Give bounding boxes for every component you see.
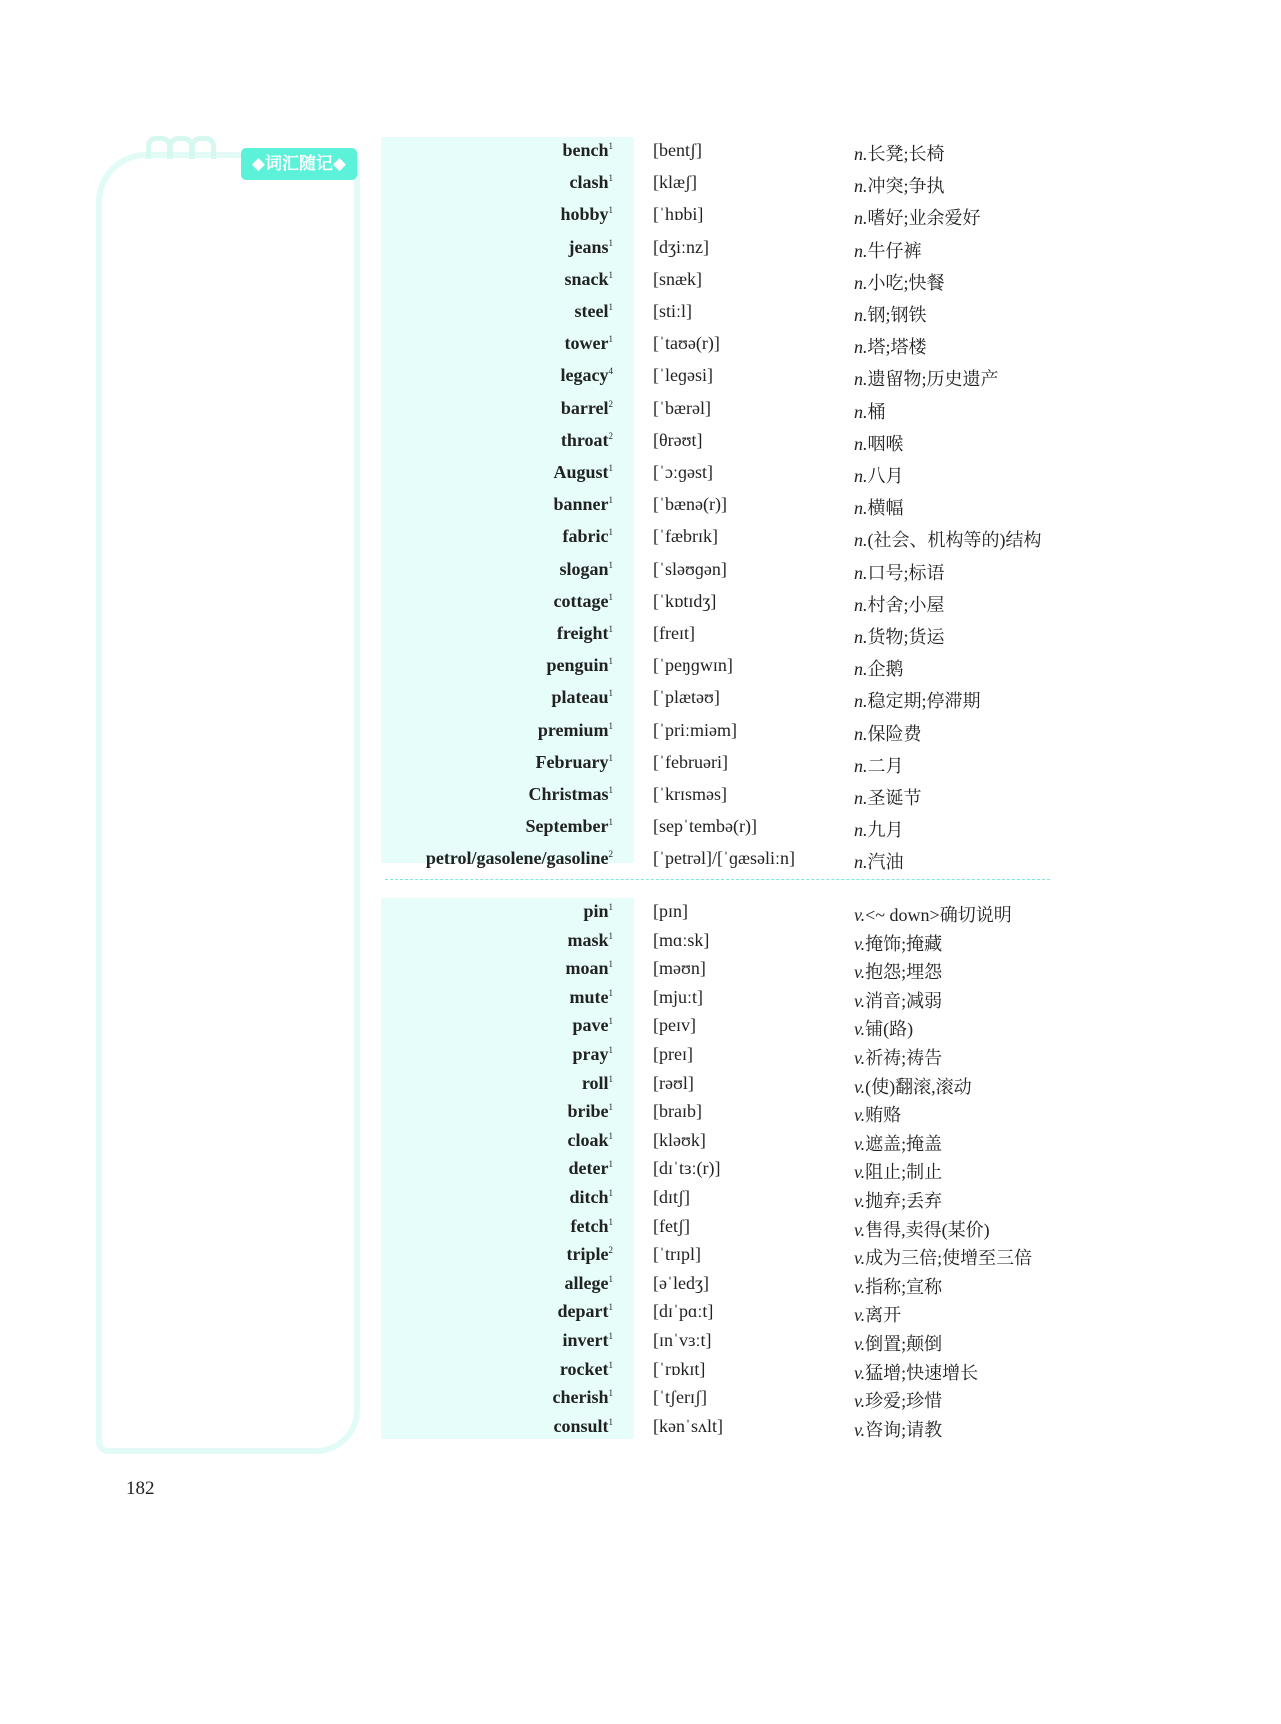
word: [562, 140, 613, 161]
word: [426, 848, 613, 869]
frequency: 2: [608, 398, 613, 409]
frequency: 1: [608, 334, 613, 345]
word: [554, 591, 613, 612]
word-text: freight: [556, 623, 609, 643]
definition: [854, 1101, 901, 1127]
word: [564, 269, 613, 290]
phonetic: [əˈledʒ]: [653, 1272, 709, 1293]
word-text: ditch: [569, 1187, 609, 1207]
word-text: cloak: [567, 1129, 609, 1150]
part-of-speech: n.: [854, 144, 868, 164]
part-of-speech: v.: [854, 962, 866, 983]
phonetic: [ˈsləʊɡən]: [653, 558, 727, 579]
definition: [854, 172, 945, 198]
part-of-speech: v.: [854, 1133, 866, 1154]
part-of-speech: n.: [854, 788, 868, 808]
definition: [854, 1073, 972, 1099]
definition: [854, 494, 904, 520]
word-text: hobby: [560, 204, 609, 225]
definition: [854, 1273, 942, 1299]
part-of-speech: v.: [854, 1076, 866, 1097]
meaning: 保险费: [867, 723, 922, 744]
frequency: 1: [608, 495, 613, 506]
part-of-speech: v.: [854, 1362, 866, 1383]
word: [551, 687, 613, 708]
definition: [854, 398, 886, 424]
definition: [854, 655, 904, 681]
frequency: 1: [608, 141, 613, 151]
definition: [854, 462, 904, 488]
phonetic: [ˈfæbrɪk]: [653, 526, 718, 547]
part-of-speech: n.: [854, 562, 868, 583]
word-text: deter: [568, 1158, 609, 1179]
word: [569, 237, 614, 258]
vocab-notes-badge: ◆词汇随记◆: [241, 148, 357, 180]
definition: [854, 526, 1042, 552]
phonetic: [dɪˈpɑːt]: [653, 1301, 714, 1322]
frequency: 1: [608, 237, 613, 248]
phonetic: [rəʊl]: [653, 1072, 694, 1093]
meaning: 珍爱;珍惜: [865, 1391, 943, 1412]
definition: [854, 687, 981, 713]
frequency: 1: [608, 302, 613, 312]
part-of-speech: n.: [854, 627, 868, 647]
word: [536, 752, 613, 773]
definition: [854, 1187, 942, 1213]
part-of-speech: v.: [854, 1162, 866, 1183]
definition: [854, 848, 904, 874]
frequency: 1: [608, 1388, 613, 1399]
frequency: 1: [608, 817, 613, 828]
phonetic: [peɪv]: [653, 1015, 696, 1036]
phonetic: [sepˈtembə(r)]: [653, 816, 757, 837]
frequency: 1: [608, 720, 613, 731]
meaning: 铺(路): [865, 1019, 914, 1040]
phonetic: [dɪˈtɜː(r)]: [653, 1158, 721, 1179]
phonetic: [kləʊk]: [653, 1129, 706, 1150]
word: [570, 987, 614, 1008]
meaning: 二月: [867, 755, 904, 776]
part-of-speech: n.: [854, 723, 868, 744]
definition: [854, 987, 942, 1013]
part-of-speech: n.: [854, 401, 868, 422]
word: [573, 1015, 614, 1036]
definition: [854, 1158, 942, 1184]
definition: [854, 559, 945, 585]
definition: [854, 333, 927, 359]
meaning: 倒置;颠倒: [865, 1334, 943, 1354]
word-text: triple: [566, 1244, 609, 1265]
frequency: 1: [608, 1159, 613, 1170]
meaning: 口号;标语: [867, 562, 945, 583]
frequency: 1: [608, 1102, 613, 1113]
part-of-speech: n.: [854, 498, 868, 519]
frequency: 1: [608, 1302, 613, 1313]
meaning: 咽喉: [867, 433, 904, 454]
meaning: (社会、机构等的)结构: [867, 530, 1042, 551]
frequency: 1: [608, 656, 613, 667]
phonetic: [θrəʊt]: [653, 429, 703, 450]
word: [553, 494, 613, 515]
word: [569, 1187, 613, 1208]
part-of-speech: v.: [854, 933, 866, 954]
part-of-speech: n.: [854, 466, 868, 486]
part-of-speech: n.: [854, 433, 868, 454]
part-of-speech: n.: [854, 594, 868, 615]
phonetic: [ɪnˈvɜːt]: [653, 1330, 712, 1350]
phonetic: [bentʃ]: [653, 140, 702, 160]
phonetic: [ˈplætəʊ]: [653, 687, 720, 708]
word-text: banner: [553, 494, 609, 515]
word-text: rocket: [559, 1358, 609, 1379]
definition: [854, 1416, 942, 1442]
notes-frame: [96, 152, 360, 1454]
word-text: throat: [560, 429, 609, 450]
frequency: 1: [608, 173, 613, 184]
part-of-speech: n.: [854, 240, 868, 261]
frequency: 1: [608, 688, 613, 699]
word-text: plateau: [551, 687, 609, 708]
word: [573, 1044, 614, 1065]
phonetic: [ˈbænə(r)]: [653, 494, 727, 515]
meaning: 牛仔裤: [867, 240, 922, 261]
definition: [854, 901, 1012, 927]
frequency: 1: [608, 752, 613, 763]
meaning: 离开: [865, 1305, 902, 1326]
part-of-speech: v.: [854, 1419, 866, 1440]
part-of-speech: n.: [854, 530, 868, 551]
frequency: 1: [608, 559, 613, 570]
word: [565, 1273, 613, 1294]
meaning: (使)翻滚,滚动: [865, 1076, 972, 1097]
meaning: 冲突;争执: [867, 176, 945, 197]
phonetic: [dɪtʃ]: [653, 1187, 690, 1207]
word: [558, 1301, 614, 1322]
word: [575, 301, 613, 322]
phonetic: [ˈkɒtɪdʒ]: [653, 590, 717, 611]
word-text: clash: [569, 172, 609, 193]
definition: [854, 1359, 978, 1385]
word: [561, 398, 613, 419]
definition: [854, 1130, 942, 1156]
meaning: 贿赂: [865, 1105, 902, 1126]
phonetic: [ˈpeŋɡwɪn]: [653, 655, 733, 676]
part-of-speech: n.: [854, 176, 868, 197]
word: [526, 816, 613, 837]
phonetic: [ˈfebruəri]: [653, 751, 728, 772]
word-text: roll: [581, 1072, 609, 1093]
word: [571, 1216, 613, 1237]
phonetic: [preɪ]: [653, 1044, 693, 1064]
phonetic: [pɪn]: [653, 901, 688, 921]
part-of-speech: v.: [854, 1019, 866, 1040]
word-text: steel: [574, 301, 609, 321]
meaning: 桶: [867, 401, 886, 422]
part-of-speech: n.: [854, 208, 868, 229]
phonetic: [ˈhɒbi]: [653, 204, 704, 225]
frequency: 1: [608, 1073, 613, 1084]
phonetic: [kənˈsʌlt]: [653, 1415, 723, 1436]
part-of-speech: n.: [854, 691, 868, 712]
part-of-speech: n.: [854, 852, 868, 873]
word: [569, 1158, 613, 1179]
page-number: 182: [126, 1478, 155, 1499]
definition: [854, 140, 945, 166]
part-of-speech: v.: [854, 1248, 866, 1269]
word-text: pin: [583, 901, 609, 921]
phonetic: [braɪb]: [653, 1101, 702, 1122]
frequency: 1: [608, 527, 613, 538]
meaning: 塔;塔楼: [867, 337, 927, 358]
part-of-speech: v.: [854, 1305, 866, 1326]
definition: [854, 1044, 942, 1070]
word-text: fetch: [570, 1215, 609, 1236]
part-of-speech: n.: [854, 337, 868, 358]
part-of-speech: n.: [854, 369, 868, 390]
ring-icon: [190, 136, 216, 159]
word: [563, 526, 613, 547]
word: [560, 1359, 613, 1380]
definition: [854, 1216, 990, 1242]
part-of-speech: v.: [854, 1048, 866, 1068]
frequency: 1: [608, 959, 613, 970]
frequency: 4: [608, 366, 613, 377]
word-text: bench: [562, 140, 609, 160]
word: [561, 430, 613, 451]
word: [565, 958, 613, 979]
frequency: 1: [608, 205, 613, 216]
word-text: depart: [557, 1301, 609, 1322]
frequency: 2: [608, 430, 613, 441]
frequency: 2: [608, 1245, 613, 1256]
word: [561, 365, 613, 386]
word-text: pray: [572, 1044, 609, 1064]
part-of-speech: n.: [854, 305, 868, 325]
part-of-speech: n.: [854, 659, 868, 680]
phonetic: [ˈɔːɡəst]: [653, 462, 713, 482]
frequency: 1: [608, 987, 613, 998]
frequency: 1: [608, 1359, 613, 1370]
word: [583, 901, 613, 922]
phonetic: [ˈpriːmiəm]: [653, 719, 737, 740]
word: [582, 1073, 613, 1094]
word: [567, 930, 613, 951]
definition: [854, 1301, 901, 1327]
part-of-speech: n.: [854, 272, 868, 293]
meaning: 猛增;快速增长: [865, 1362, 979, 1383]
word-text: consult: [553, 1415, 609, 1436]
word-text: legacy: [560, 365, 609, 386]
meaning: 掩饰;掩藏: [865, 933, 943, 954]
word: [560, 204, 613, 225]
meaning: 九月: [867, 820, 904, 841]
frequency: 1: [608, 624, 613, 634]
part-of-speech: v.: [854, 905, 866, 925]
meaning: 消音;减弱: [865, 990, 943, 1011]
definition: [854, 1330, 942, 1356]
word: [569, 172, 613, 193]
frequency: 1: [608, 930, 613, 941]
meaning: 阻止;制止: [865, 1162, 943, 1183]
part-of-speech: n.: [854, 820, 868, 841]
meaning: 小吃;快餐: [867, 272, 945, 293]
part-of-speech: v.: [854, 1219, 866, 1240]
word: [565, 333, 613, 354]
definition: [854, 1244, 1032, 1270]
word: [567, 1244, 614, 1265]
meaning: <~ down>确切说明: [865, 905, 1012, 925]
part-of-speech: v.: [854, 1105, 866, 1126]
word-text: cherish: [552, 1387, 609, 1408]
frequency: 1: [608, 1188, 613, 1198]
definition: [854, 365, 999, 391]
phonetic: [freɪt]: [653, 623, 695, 643]
definition: [854, 816, 904, 842]
part-of-speech: n.: [854, 755, 868, 776]
meaning: 咨询;请教: [865, 1419, 943, 1440]
meaning: 钢;钢铁: [867, 305, 927, 325]
phonetic: [ˈleɡəsi]: [653, 365, 713, 386]
word-text: petrol/gasolene/gasoline: [425, 848, 609, 869]
meaning: 横幅: [867, 498, 904, 519]
word-text: February: [535, 751, 609, 772]
word-text: allege: [564, 1272, 609, 1293]
word-text: penguin: [546, 655, 609, 676]
frequency: 1: [608, 591, 613, 602]
word-text: cottage: [553, 590, 609, 611]
meaning: 抛弃;丢弃: [865, 1191, 943, 1211]
frequency: 1: [608, 1216, 613, 1227]
word-text: bribe: [567, 1101, 609, 1122]
part-of-speech: v.: [854, 1276, 866, 1297]
definition: [854, 430, 904, 456]
phonetic: [ˈpetrəl]/[ˈɡæsəliːn]: [653, 848, 795, 869]
phonetic: [dʒiːnz]: [653, 236, 709, 257]
definition: [854, 623, 945, 649]
meaning: 货物;货运: [867, 627, 945, 647]
frequency: 1: [608, 785, 613, 795]
word-text: mute: [569, 986, 609, 1007]
word-text: tower: [564, 333, 609, 354]
definition: [854, 1015, 913, 1041]
word: [567, 1101, 613, 1122]
word: [553, 1416, 613, 1437]
word-text: slogan: [559, 558, 609, 579]
frequency: 2: [608, 849, 613, 860]
definition: [854, 784, 922, 810]
phonetic: [ˈbærəl]: [653, 397, 711, 418]
frequency: 1: [608, 1416, 613, 1427]
frequency: 1: [608, 1331, 613, 1341]
definition: [854, 958, 942, 984]
phonetic: [klæʃ]: [653, 172, 697, 193]
meaning: 嗜好;业余爱好: [867, 208, 981, 229]
word: [529, 784, 614, 805]
meaning: 长凳;长椅: [867, 144, 945, 164]
part-of-speech: v.: [854, 1334, 866, 1354]
meaning: 遗留物;历史遗产: [867, 369, 999, 390]
word-text: snack: [564, 268, 609, 289]
phonetic: [ˈtʃerɪʃ]: [653, 1387, 707, 1408]
phonetic: [fetʃ]: [653, 1215, 690, 1236]
word-text: moan: [565, 958, 609, 979]
phonetic: [ˈkrɪsməs]: [653, 784, 727, 804]
frequency: 1: [608, 1273, 613, 1284]
meaning: 抱怨;埋怨: [865, 962, 943, 983]
frequency: 1: [608, 1016, 613, 1027]
word: [557, 623, 613, 644]
meaning: 八月: [867, 466, 904, 486]
section-divider: [385, 879, 1050, 880]
phonetic: [mjuːt]: [653, 986, 703, 1007]
meaning: 成为三倍;使增至三倍: [865, 1248, 1033, 1269]
word-text: September: [525, 816, 609, 837]
phonetic: [məʊn]: [653, 958, 706, 979]
meaning: 村舍;小屋: [867, 594, 945, 615]
phonetic: [ˈtrɪpl]: [653, 1244, 701, 1265]
frequency: 1: [608, 902, 613, 912]
word-text: Christmas: [528, 784, 609, 804]
word: [567, 1130, 613, 1151]
phonetic: [ˈrɒkɪt]: [653, 1358, 706, 1379]
phonetic: [ˈtaʊə(r)]: [653, 333, 720, 354]
phonetic: [stiːl]: [653, 301, 692, 321]
definition: [854, 204, 981, 230]
word-text: pave: [572, 1015, 609, 1036]
phonetic: [snæk]: [653, 268, 702, 289]
word: [538, 720, 613, 741]
meaning: 售得,卖得(某价): [865, 1219, 990, 1240]
frequency: 1: [608, 1045, 613, 1055]
word: [563, 1330, 613, 1351]
definition: [854, 1387, 942, 1413]
frequency: 1: [608, 1130, 613, 1141]
word: [546, 655, 613, 676]
word-text: invert: [562, 1330, 609, 1350]
definition: [854, 591, 945, 617]
definition: [854, 269, 945, 295]
word-text: barrel: [560, 397, 609, 418]
word: [553, 462, 613, 483]
word: [559, 559, 613, 580]
word: [553, 1387, 614, 1408]
frequency: 1: [608, 463, 613, 473]
definition: [854, 237, 922, 263]
meaning: 企鹅: [867, 659, 904, 680]
word-text: jeans: [568, 236, 609, 257]
word-text: premium: [537, 719, 609, 740]
meaning: 汽油: [867, 852, 904, 873]
word-text: fabric: [562, 526, 609, 547]
definition: [854, 720, 922, 746]
meaning: 遮盖;掩盖: [865, 1133, 943, 1154]
word-text: mask: [567, 929, 609, 950]
part-of-speech: v.: [854, 1191, 866, 1211]
definition: [854, 301, 927, 327]
meaning: 祈祷;祷告: [865, 1048, 943, 1068]
phonetic: [mɑːsk]: [653, 929, 710, 950]
word-text: August: [553, 462, 609, 482]
meaning: 指称;宣称: [865, 1276, 943, 1297]
meaning: 圣诞节: [867, 788, 922, 808]
definition: [854, 752, 904, 778]
meaning: 稳定期;停滞期: [867, 691, 981, 712]
part-of-speech: v.: [854, 1391, 866, 1412]
part-of-speech: v.: [854, 990, 866, 1011]
frequency: 1: [608, 269, 613, 280]
definition: [854, 930, 942, 956]
